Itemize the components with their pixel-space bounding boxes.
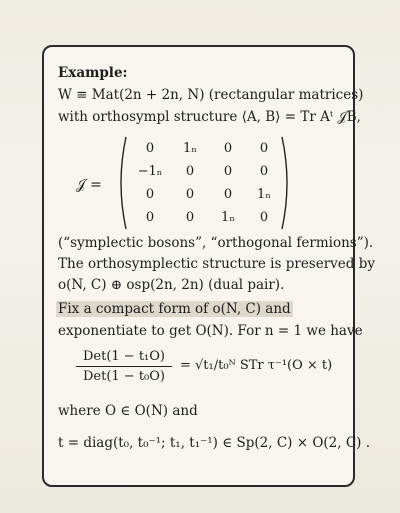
- matrix-cell: 1ₙ: [183, 141, 197, 156]
- matrix-cell: 0: [145, 210, 155, 225]
- preserved-line: The orthosymplectic structure is preserved by: [58, 256, 375, 272]
- matrix-cell: 0: [223, 187, 233, 202]
- matrix-cell: 0: [145, 141, 155, 156]
- matrix-right-bracket: [280, 135, 294, 231]
- fraction-bar: [76, 366, 172, 367]
- matrix-cell: 0: [185, 164, 195, 179]
- j-matrix: [54, 135, 304, 235]
- matrix-cell: 0: [185, 187, 195, 202]
- example-heading: Example:: [58, 65, 128, 81]
- formula-denominator: Det(1 − t₀O): [82, 369, 165, 384]
- matrix-left-bracket: [114, 135, 128, 231]
- matrix-label: 𝒥 =: [76, 177, 102, 193]
- matrix-cell: 0: [185, 210, 195, 225]
- highlight: Fix a compact form of o(N, C) and: [58, 301, 291, 317]
- formula-numerator: Det(1 − t₁O): [82, 349, 165, 364]
- definition-line-w: W ≡ Mat(2n + 2n, N) (rectangular matrices): [58, 87, 364, 103]
- matrix-cell: 1ₙ: [257, 187, 271, 202]
- diag-line: t = diag(t₀, t₀⁻¹; t₁, t₁⁻¹) ∈ Sp(2, C) × O(2, C) .: [58, 435, 371, 451]
- matrix-cell: 0: [223, 164, 233, 179]
- bosons-fermions-line: (“symplectic bosons”, “orthogonal fermions”).: [58, 235, 374, 251]
- compact-form-line: [58, 303, 293, 317]
- matrix-cell: 1ₙ: [221, 210, 235, 225]
- matrix-cell: 0: [259, 210, 269, 225]
- example-card: [42, 45, 375, 487]
- formula-rhs: = √t₁/t₀ᴺ STr τ⁻¹(O × t): [180, 358, 333, 373]
- matrix-cell: 0: [223, 141, 233, 156]
- exponentiate-line: exponentiate to get O(N). For n = 1 we have: [58, 323, 363, 339]
- matrix-cell: 0: [259, 164, 269, 179]
- structure-line: with orthosympl structure ⟨A, B⟩ = Tr Aᵗ 𝒥B,: [58, 109, 361, 125]
- det-formula: [76, 347, 366, 389]
- matrix-cell: −1ₙ: [137, 164, 163, 179]
- dual-pair-line: o(N, C) ⊕ osp(2n, 2n) (dual pair).: [58, 277, 285, 293]
- where-line: where O ∈ O(N) and: [58, 403, 198, 419]
- matrix-cell: 0: [259, 141, 269, 156]
- matrix-cell: 0: [145, 187, 155, 202]
